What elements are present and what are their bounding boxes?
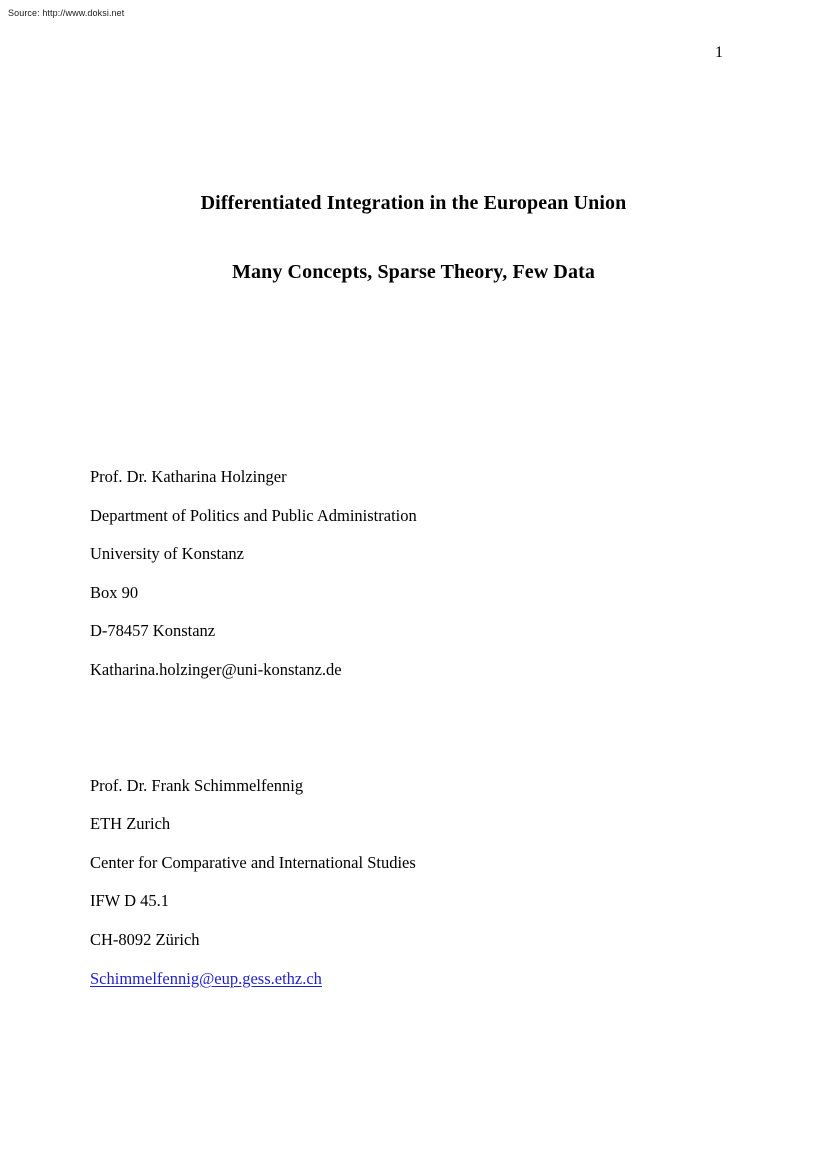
page-subtitle: Many Concepts, Sparse Theory, Few Data [232,261,595,283]
author-affiliation-line: Department of Politics and Public Administration [90,505,417,525]
author-email: Katharina.holzinger@uni-konstanz.de [90,659,342,679]
author-address-line: Box 90 [90,582,139,602]
author-affiliation-line: University of Konstanz [90,544,244,564]
author-name: Prof. Dr. Katharina Holzinger [90,467,287,486]
author-block [90,767,730,999]
author-affiliation-line: Center for Comparative and International Studies [90,852,416,872]
title-block [0,190,827,285]
page-number: 1 [715,44,723,61]
author-list [90,458,730,998]
page-title: Differentiated Integration in the European Union [200,192,627,214]
author-block [90,458,730,690]
author-name: Prof. Dr. Frank Schimmelfennig [90,775,304,795]
source-banner: Source: http://www.doksi.net [8,8,125,18]
author-affiliation-line: ETH Zurich [90,814,171,834]
author-address-line: D-78457 Konstanz [90,621,216,641]
author-email-link[interactable]: Schimmelfennig@eup.gess.ethz.ch [90,968,322,988]
author-address-line: CH-8092 Zürich [90,929,200,949]
author-address-line: IFW D 45.1 [90,891,169,911]
